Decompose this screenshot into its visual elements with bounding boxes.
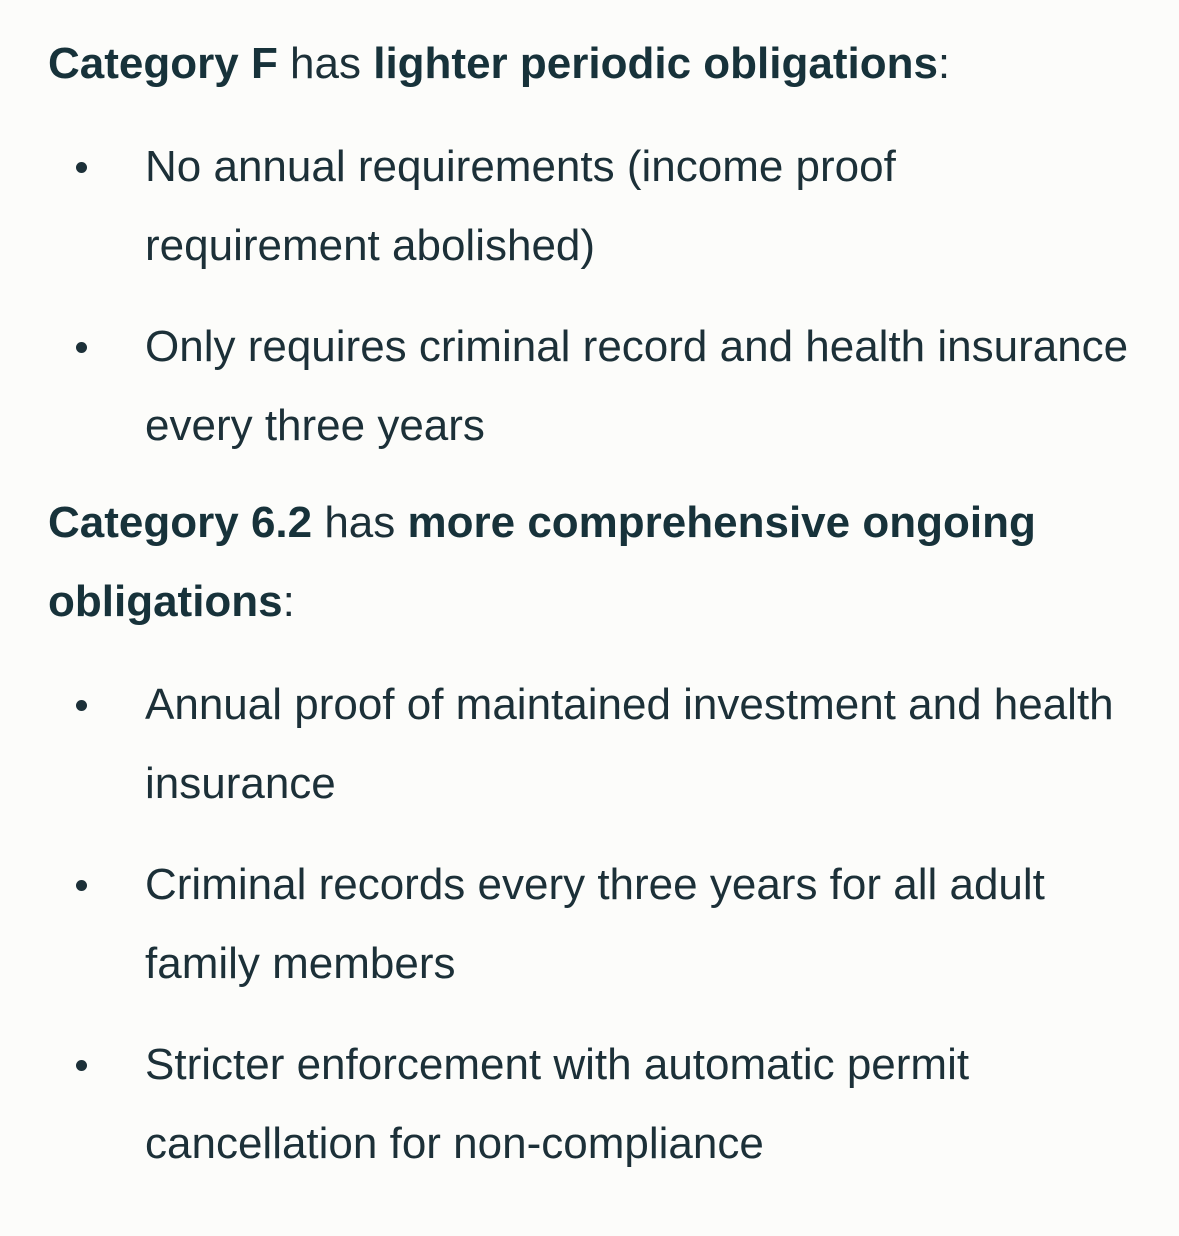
- list-item: [48, 307, 1131, 465]
- bullet-icon: [76, 700, 87, 711]
- category-f-emphasis: lighter periodic obligations: [373, 39, 938, 88]
- bullet-icon: [76, 1060, 87, 1071]
- has-text: has: [312, 498, 408, 547]
- list-item: [48, 1025, 1131, 1183]
- has-text: has: [277, 39, 374, 88]
- category-62-list: [48, 665, 1131, 1183]
- category-62-heading: [48, 483, 1131, 641]
- category-f-label: Category F: [48, 39, 278, 88]
- list-item: [48, 845, 1131, 1003]
- colon: :: [282, 577, 295, 626]
- list-item-text: Annual proof of maintained investment and health insurance: [145, 680, 1114, 808]
- category-f-list: [48, 127, 1131, 465]
- bullet-icon: [76, 880, 87, 891]
- list-item-text: No annual requirements (income proof requirement abolished): [145, 142, 896, 270]
- category-62-emphasis: more comprehensive ongoing obligations: [48, 498, 1036, 626]
- category-f-heading: [48, 24, 1131, 103]
- list-item-text: Stricter enforcement with automatic permit cancellation for non-compliance: [145, 1040, 970, 1168]
- list-item: [48, 127, 1131, 285]
- bullet-icon: [76, 162, 87, 173]
- list-item-text: Criminal records every three years for all adult family members: [145, 860, 1045, 988]
- colon: :: [937, 39, 951, 88]
- bullet-icon: [76, 342, 87, 353]
- list-item: [48, 665, 1131, 823]
- category-62-label: Category 6.2: [48, 498, 313, 547]
- list-item-text: Only requires criminal record and health insurance every three years: [145, 322, 1129, 450]
